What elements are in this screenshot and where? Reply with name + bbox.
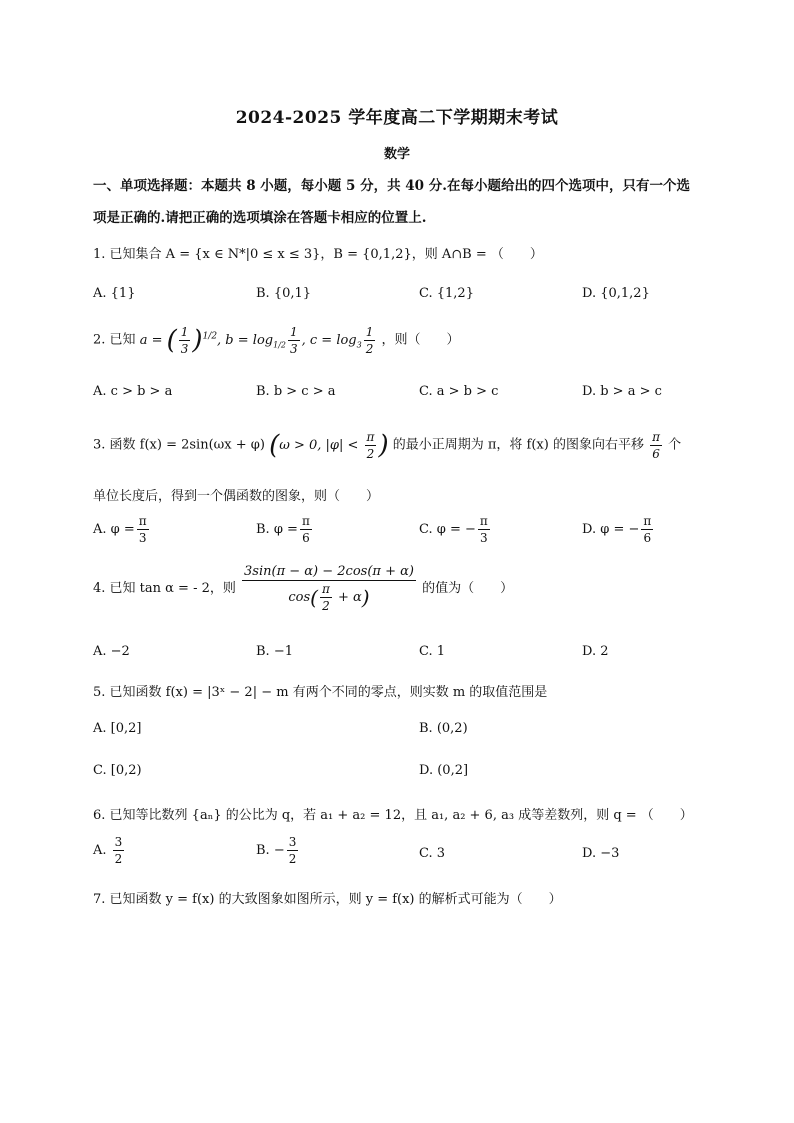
question-4 (93, 565, 713, 612)
option-d[interactable]: D. b > a > c (582, 384, 662, 399)
question-1: 1. 已知集合 A = {x ∈ N*|0 ≤ x ≤ 3}，B = {0,1,2}，则 A∩B = （ ） (93, 247, 543, 262)
option-d[interactable]: D. {0,1,2} (582, 286, 650, 301)
formula-q4: 3sin(π − α) − 2cos(π + α) cos( $\frac{\pi}{2}$ + α) (244, 564, 414, 613)
subject-label: 数学 (383, 147, 410, 162)
option-c[interactable]: C. {1,2} (419, 286, 474, 301)
option-a[interactable]: A. φ = $\frac{\pi}{3}$ (93, 514, 147, 545)
section-heading: 一、单项选择题：本题共 8 小题，每小题 5 分，共 40 分.在每小题给出的四个选项中，只有一个选项是正确的.请把正确的选项填涂在答题卡相应的位置上. (93, 178, 690, 226)
option-b[interactable]: B. −1 (256, 644, 293, 659)
question-4-prefix: 4. 已知 tan α = - 2，则 (93, 581, 236, 596)
formula-omega: (ω > 0, |φ| < $\frac{\pi}{2}$ ) (269, 429, 389, 461)
question-2-options (93, 384, 713, 424)
question-6-options (93, 836, 713, 876)
question-5: 5. 已知函数 f(x) = |3ˣ − 2| − m 有两个不同的零点，则实数 m 的取值范围是 (93, 685, 548, 700)
question-3-options (93, 515, 713, 555)
option-a[interactable]: A. [0,2] (93, 721, 142, 736)
question-3-line2: 单位长度后，得到一个偶函数的图象，则（ ） (93, 489, 380, 504)
option-c[interactable]: C. 1 (419, 644, 446, 659)
fraction-pi-6: $\frac{\pi}{6}$ (652, 429, 660, 461)
option-d[interactable]: D. φ = − $\frac{\pi}{6}$ (582, 514, 652, 545)
option-d[interactable]: D. −3 (582, 846, 620, 861)
question-4-options (93, 644, 713, 684)
option-b[interactable]: B. − $\frac{3}{2}$ (256, 835, 297, 866)
question-4-suffix: 的值为（ ） (422, 581, 514, 596)
question-2 (93, 325, 713, 355)
option-a[interactable]: A. {1} (93, 286, 136, 301)
option-a[interactable]: A. c > b > a (93, 384, 173, 399)
question-6: 6. 已知等比数列 {aₙ} 的公比为 q，若 a₁ + a₂ = 12，且 a₁, a₂ + 6, a₃ 成等差数列，则 q = （ ） (93, 808, 693, 823)
formula-a: a = ( $\frac{1}{3}$ )$^{1/2}$, $b = \log_{1/2}$ $\frac{1}{3}$ , $c = \log_3$ $\frac{1}{2}$ (139, 324, 374, 356)
option-d[interactable]: D. 2 (582, 644, 609, 659)
question-5-options-row2 (93, 763, 713, 803)
option-c[interactable]: C. [0,2) (93, 763, 142, 778)
option-a[interactable]: A. −2 (93, 644, 130, 659)
question-2-suffix: ，则（ ） (381, 332, 460, 348)
question-2-prefix: 2. 已知 (93, 332, 136, 348)
option-b[interactable]: B. {0,1} (256, 286, 312, 301)
option-d[interactable]: D. (0,2] (419, 763, 469, 778)
option-a[interactable]: A. $\frac{3}{2}$ (93, 835, 123, 866)
option-b[interactable]: B. φ = $\frac{\pi}{6}$ (256, 514, 310, 545)
question-1-options (93, 286, 713, 326)
question-7: 7. 已知函数 y = f(x) 的大致图象如图所示，则 y = f(x) 的解析式可能为（ ） (93, 892, 562, 907)
option-c[interactable]: C. a > b > c (419, 384, 499, 399)
option-c[interactable]: C. 3 (419, 846, 446, 861)
question-3-prefix: 3. 函数 f(x) = 2sin(ωx + φ) (93, 437, 265, 453)
option-c[interactable]: C. φ = − $\frac{\pi}{3}$ (419, 514, 488, 545)
question-5-options-row1 (93, 721, 713, 761)
option-b[interactable]: B. (0,2) (419, 721, 468, 736)
question-3-suffix: 个 (668, 437, 682, 453)
option-b[interactable]: B. b > c > a (256, 384, 336, 399)
question-3 (93, 430, 713, 460)
exam-title: 2024-2025 学年度高二下学期期末考试 (235, 108, 559, 128)
question-3-mid: 的最小正周期为 π，将 f(x) 的图象向右平移 (392, 437, 644, 453)
